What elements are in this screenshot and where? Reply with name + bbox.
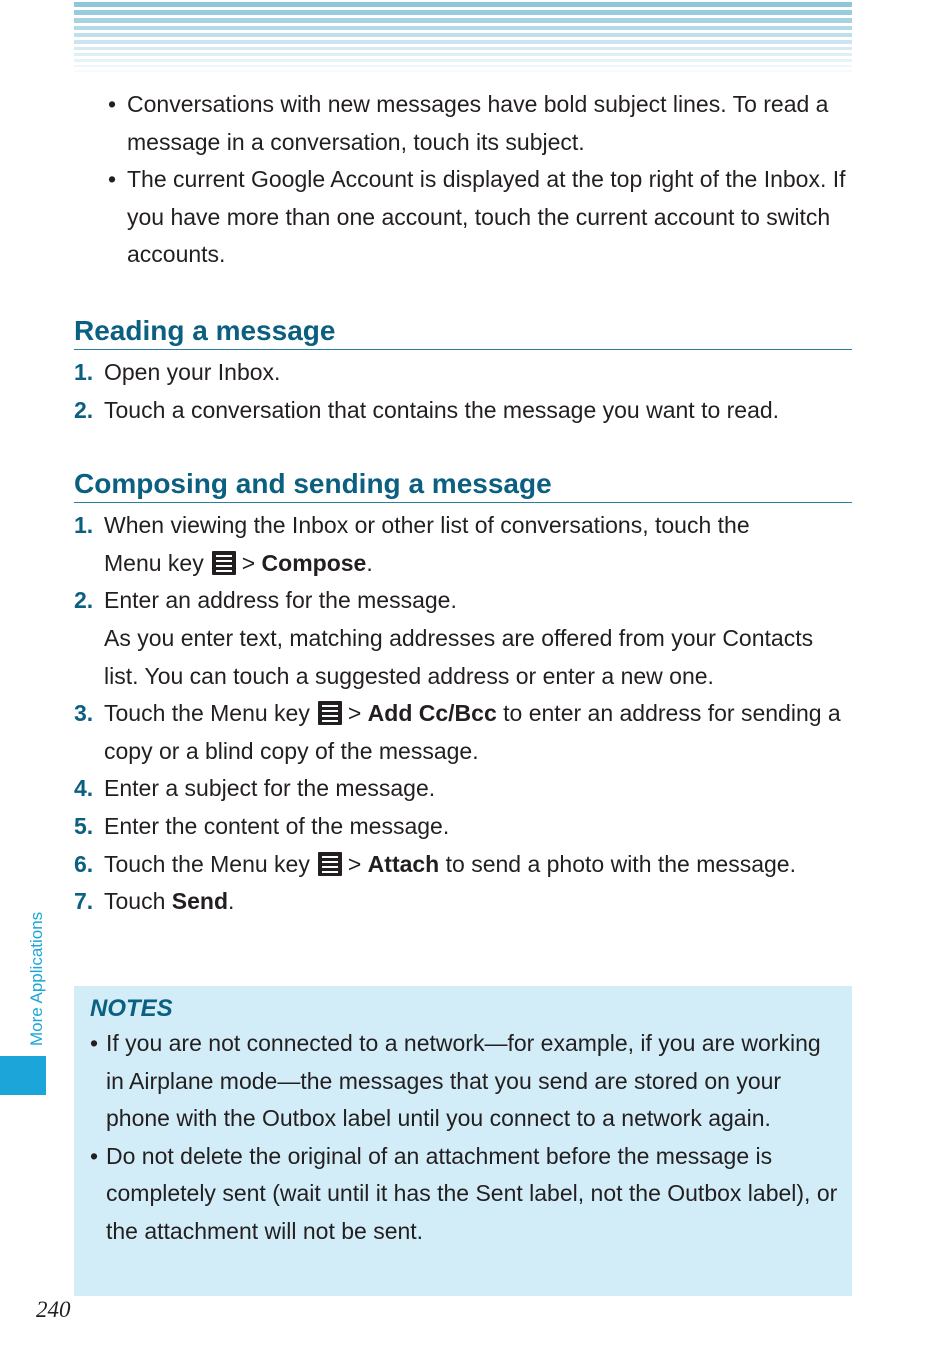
step-item: 7. Touch Send.	[74, 888, 235, 915]
page-number: 240	[36, 1297, 71, 1322]
list-item: • Conversations with new messages have bold subject lines. To read a message in a conversation, touch its subject.	[108, 91, 829, 155]
section-heading-composing: Composing and sending a message	[74, 467, 852, 503]
step-item: 3. Touch the Menu key > Add Cc/Bcc to enter an address for sending a copy or a blind copy of the message.	[74, 700, 841, 764]
menu-key-icon	[318, 852, 342, 876]
menu-key-icon	[318, 701, 342, 725]
notes-box	[74, 986, 852, 1296]
side-section-label: More Applications	[27, 911, 46, 1046]
step-item: 2. Enter an address for the message. As you enter text, matching addresses are offered from your Contacts list. You can touch a suggested address or enter a new one.	[74, 587, 814, 689]
step-item: 6. Touch the Menu key > Attach to send a photo with the message.	[74, 850, 796, 877]
list-item: • Do not delete the original of an attachment before the message is completely sent (wait until it has the Sent label, not the Outbox label), or the attachment will not be sent.	[90, 1142, 838, 1244]
menu-key-icon	[212, 551, 236, 575]
step-item: 4. Enter a subject for the message.	[74, 775, 436, 802]
intro-bullets	[74, 86, 852, 274]
list-item: • If you are not connected to a network—for example, if you are working in Airplane mode—the messages that you send are stored on your phone with the Outbox label until you connect to a network again.	[90, 1030, 821, 1132]
notes-title: NOTES	[90, 995, 173, 1022]
notes-list	[90, 1025, 840, 1251]
list-item: • The current Google Account is displayed at the top right of the Inbox. If you have more than one account, touch the current account to switch accounts.	[108, 166, 846, 268]
side-tab	[0, 1056, 46, 1095]
page-content	[74, 86, 852, 921]
composing-steps	[74, 507, 852, 921]
step-item: 5. Enter the content of the message.	[74, 812, 450, 839]
step-item: 1. When viewing the Inbox or other list of conversations, touch the Menu key > Compose.	[74, 512, 750, 576]
header-stripes	[74, 0, 852, 74]
step-item: 2. Touch a conversation that contains the message you want to read.	[74, 396, 780, 423]
step-item: 1. Open your Inbox.	[74, 358, 281, 385]
reading-steps	[74, 354, 852, 429]
section-heading-reading: Reading a message	[74, 314, 852, 350]
